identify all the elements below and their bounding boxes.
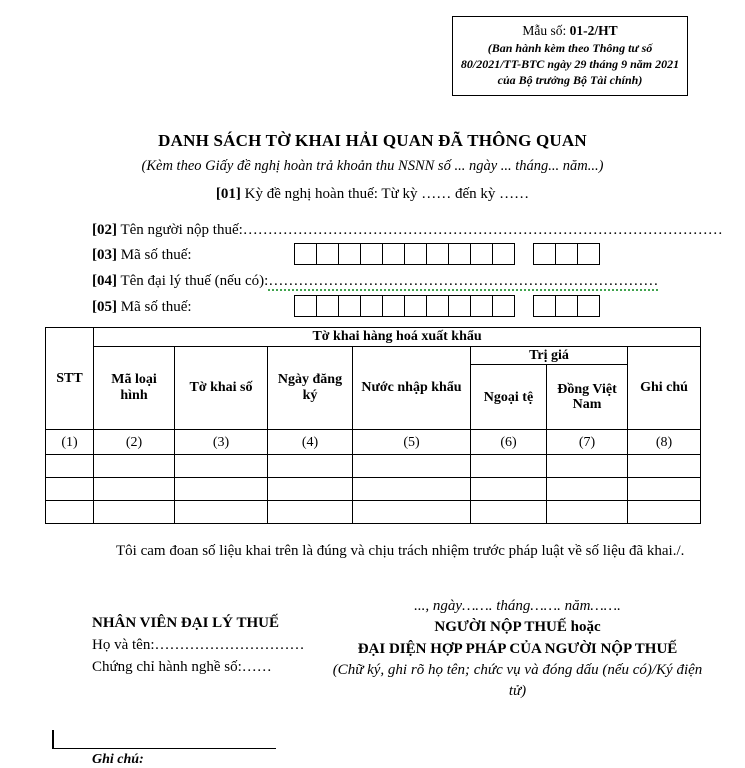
agent-tax-code-box[interactable] [316, 295, 339, 317]
agent-tax-code-box-suffix[interactable] [555, 295, 578, 317]
agent-tax-code-box-suffix[interactable] [533, 295, 556, 317]
table-cell[interactable] [46, 455, 94, 478]
agent-tax-code-box[interactable] [360, 295, 383, 317]
agent-tax-code-box[interactable] [426, 295, 449, 317]
header-to-khai-so: Tờ khai số [175, 346, 268, 430]
tax-code-boxes-03[interactable] [294, 243, 600, 265]
table-cell[interactable] [471, 455, 547, 478]
table-cell[interactable] [268, 478, 353, 501]
table-cell[interactable] [353, 455, 471, 478]
header-dong-viet-nam: Đồng Việt Nam [547, 365, 628, 430]
field-tag-04: [04] [92, 273, 117, 289]
taxpayer-signature-block [330, 596, 705, 702]
table-cell[interactable] [547, 478, 628, 501]
tax-code-boxes-05[interactable] [294, 295, 600, 317]
footer-note-label: Ghi chú: [92, 752, 144, 767]
tax-code-box[interactable] [294, 243, 317, 265]
field-label-tax-agent-name: Tên đại lý thuế (nếu có): [120, 273, 269, 289]
tax-agent-signature-block [92, 612, 342, 679]
field-label-agent-tax-code: Mã số thuế: [120, 299, 192, 315]
form-code-label: Mẫu số: [522, 23, 567, 38]
table-cell[interactable] [175, 455, 268, 478]
header-ngay-dang-ky: Ngày đăng ký [268, 346, 353, 430]
field-tag-02: [02] [92, 222, 117, 238]
refund-period-text: Kỳ đề nghị hoàn thuế: Từ kỳ …… đến kỳ …… [244, 186, 530, 202]
agent-tax-code-box[interactable] [404, 295, 427, 317]
table-header-row-2 [46, 346, 701, 365]
table-cell[interactable] [46, 501, 94, 524]
col-number: (6) [471, 430, 547, 455]
table-cell[interactable] [353, 501, 471, 524]
table-row[interactable] [46, 478, 701, 501]
field-tag-05: [05] [92, 299, 117, 315]
tax-code-box[interactable] [404, 243, 427, 265]
tax-agent-heading: NHÂN VIÊN ĐẠI LÝ THUẾ [92, 615, 279, 631]
field-agent-tax-code [92, 299, 192, 316]
agent-tax-code-box[interactable] [448, 295, 471, 317]
tax-agent-certificate-field[interactable]: Chứng chỉ hành nghề số:…… [92, 659, 272, 676]
agent-tax-code-gap [515, 295, 534, 317]
table-cell[interactable] [628, 455, 701, 478]
tax-code-box[interactable] [360, 243, 383, 265]
table-cell[interactable] [268, 455, 353, 478]
form-code-box [452, 16, 688, 96]
table-cell[interactable] [353, 478, 471, 501]
form-issued-line-3: của Bộ trưởng Bộ Tài chính) [497, 73, 643, 88]
form-issued-line-1: (Ban hành kèm theo Thông tư số [487, 40, 653, 55]
taxpayer-heading-line-1: NGƯỜI NỘP THUẾ hoặc [434, 619, 601, 636]
form-issued-line-2: 80/2021/TT-BTC ngày 29 tháng 9 năm 2021 [460, 57, 680, 72]
header-nuoc-nhap-khau: Nước nhập khẩu [353, 346, 471, 430]
agent-tax-code-box[interactable] [382, 295, 405, 317]
agent-tax-code-box[interactable] [338, 295, 361, 317]
table-cell[interactable] [471, 478, 547, 501]
agent-tax-code-box[interactable] [294, 295, 317, 317]
agent-tax-code-box[interactable] [492, 295, 515, 317]
header-tri-gia-group: Trị giá [471, 346, 628, 365]
table-cell[interactable] [175, 501, 268, 524]
page-subtitle: (Kèm theo Giấy đề nghị hoàn trả khoản thu NSNN số ... ngày ... tháng... năm...) [141, 158, 604, 174]
tax-code-box[interactable] [426, 243, 449, 265]
form-code-value: 01-2/HT [569, 23, 618, 38]
table-cell[interactable] [471, 501, 547, 524]
col-number: (5) [353, 430, 471, 455]
tax-code-box[interactable] [448, 243, 471, 265]
field-taxpayer-name [92, 222, 723, 239]
header-ma-loai-hinh: Mã loại hình [94, 346, 175, 430]
col-number: (2) [94, 430, 175, 455]
header-ngoai-te: Ngoại tệ [471, 365, 547, 430]
col-number: (1) [46, 430, 94, 455]
signature-instruction-note: (Chữ ký, ghi rõ họ tên; chức vụ và đóng dấu (nếu có)/Ký điện tử) [332, 661, 703, 700]
field-tag-01: [01] [215, 186, 241, 202]
tax-code-box[interactable] [492, 243, 515, 265]
customs-declaration-table [45, 327, 701, 524]
tax-code-box[interactable] [470, 243, 493, 265]
header-ghi-chu: Ghi chú [628, 346, 701, 430]
refund-period-line [0, 186, 745, 203]
field-input-taxpayer-name[interactable]: …………………………………………………………………………………… [242, 222, 723, 238]
table-cell[interactable] [94, 501, 175, 524]
col-number: (3) [175, 430, 268, 455]
tax-code-box-suffix[interactable] [533, 243, 556, 265]
tax-code-box-suffix[interactable] [577, 243, 600, 265]
col-number: (7) [547, 430, 628, 455]
form-code-line [459, 23, 681, 39]
table-cell[interactable] [175, 478, 268, 501]
table-cell[interactable] [628, 501, 701, 524]
agent-tax-code-box-suffix[interactable] [577, 295, 600, 317]
tax-agent-name-field[interactable]: Họ và tên:………………………… [92, 637, 305, 654]
taxpayer-heading-line-2: ĐẠI DIỆN HỢP PHÁP CỦA NGƯỜI NỘP THUẾ [357, 640, 678, 657]
col-number: (4) [268, 430, 353, 455]
field-tax-code [92, 247, 192, 264]
table-row[interactable] [46, 455, 701, 478]
table-cell[interactable] [268, 501, 353, 524]
field-tag-03: [03] [92, 247, 117, 263]
header-stt: STT [46, 328, 94, 430]
tax-code-box[interactable] [316, 243, 339, 265]
col-number: (8) [628, 430, 701, 455]
table-cell[interactable] [628, 478, 701, 501]
table-number-row [46, 430, 701, 455]
table-cell[interactable] [46, 478, 94, 501]
footer-divider [52, 748, 276, 749]
tax-code-gap [515, 243, 534, 265]
field-label-tax-code: Mã số thuế: [120, 247, 192, 263]
page-title: DANH SÁCH TỜ KHAI HẢI QUAN ĐÃ THÔNG QUAN [158, 131, 587, 150]
table-cell[interactable] [94, 478, 175, 501]
table-header-row-1 [46, 328, 701, 347]
field-tax-agent-name [92, 273, 658, 290]
commitment-statement: Tôi cam đoan số liệu khai trên là đúng và chịu trách nhiệm trước pháp luật về số liệu đã khai./. [116, 543, 685, 559]
table-row[interactable] [46, 501, 701, 524]
signature-dateline[interactable]: ..., ngày……. tháng……. năm……. [414, 598, 621, 614]
table-cell[interactable] [547, 455, 628, 478]
table-cell[interactable] [547, 501, 628, 524]
header-export-declaration-group: Tờ khai hàng hoá xuất khẩu [94, 328, 701, 347]
agent-tax-code-box[interactable] [470, 295, 493, 317]
tax-code-box[interactable] [382, 243, 405, 265]
field-input-tax-agent-name[interactable]: …………………………………………………………………… [268, 273, 659, 289]
field-label-taxpayer-name: Tên người nộp thuế: [120, 222, 243, 238]
footer-tick-mark [52, 730, 54, 749]
tax-code-box[interactable] [338, 243, 361, 265]
tax-code-box-suffix[interactable] [555, 243, 578, 265]
table-cell[interactable] [94, 455, 175, 478]
